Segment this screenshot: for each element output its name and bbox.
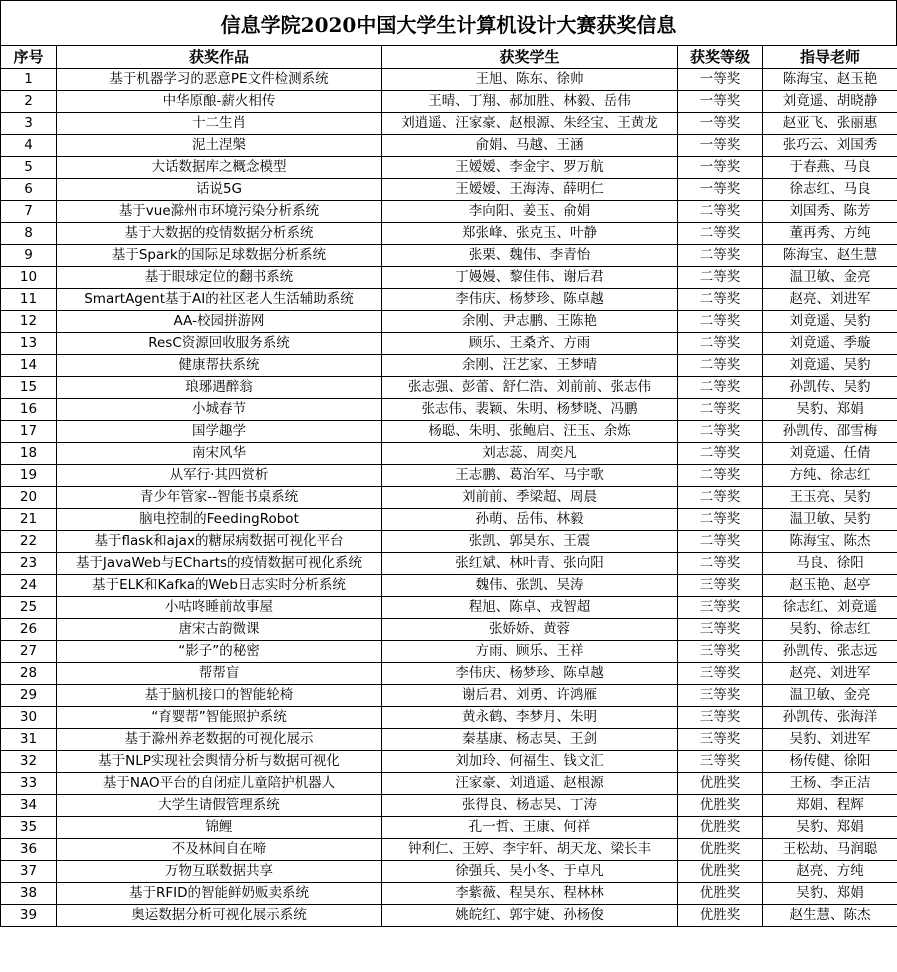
header-level: 获奖等级	[678, 46, 763, 69]
cell-level: 三等奖	[678, 751, 763, 773]
cell-level: 二等奖	[678, 223, 763, 245]
cell-level: 二等奖	[678, 443, 763, 465]
cell-students: 余刚、汪艺家、王梦晴	[382, 355, 678, 377]
cell-teachers: 陈海宝、陈杰	[763, 531, 897, 553]
cell-number: 13	[1, 333, 57, 355]
cell-teachers: 温卫敏、吴豹	[763, 509, 897, 531]
table-row	[1, 399, 897, 421]
cell-level: 三等奖	[678, 597, 763, 619]
cell-level: 二等奖	[678, 289, 763, 311]
cell-teachers: 孙凯传、张海洋	[763, 707, 897, 729]
cell-work: 基于ELK和Kafka的Web日志实时分析系统	[57, 575, 382, 597]
cell-number: 15	[1, 377, 57, 399]
cell-students: 郑张峰、张克玉、叶静	[382, 223, 678, 245]
table-row	[1, 817, 897, 839]
table-row	[1, 443, 897, 465]
table-row	[1, 861, 897, 883]
header-work: 获奖作品	[57, 46, 382, 69]
table-row	[1, 487, 897, 509]
cell-work: 基于NAO平台的自闭症儿童陪护机器人	[57, 773, 382, 795]
table-row	[1, 729, 897, 751]
header-teachers: 指导老师	[763, 46, 897, 69]
cell-students: 王嫒嫒、李金宇、罗万航	[382, 157, 678, 179]
cell-number: 11	[1, 289, 57, 311]
table-row	[1, 597, 897, 619]
table-row	[1, 795, 897, 817]
cell-students: 张栗、魏伟、李青怡	[382, 245, 678, 267]
cell-students: 杨聪、朱明、张鲍启、汪玉、余炼	[382, 421, 678, 443]
cell-work: 脑电控制的FeedingRobot	[57, 509, 382, 531]
cell-students: 魏伟、张凯、吴涛	[382, 575, 678, 597]
cell-work: 锦鲤	[57, 817, 382, 839]
cell-level: 优胜奖	[678, 883, 763, 905]
cell-work: “影子”的秘密	[57, 641, 382, 663]
cell-teachers: 刘国秀、陈芳	[763, 201, 897, 223]
table-row	[1, 773, 897, 795]
cell-students: 余刚、尹志鹏、王陈艳	[382, 311, 678, 333]
cell-students: 徐强兵、吴小冬、于卓凡	[382, 861, 678, 883]
cell-teachers: 刘竟遥、胡晓静	[763, 91, 897, 113]
cell-teachers: 于春燕、马良	[763, 157, 897, 179]
cell-students: 张娇娇、黄蓉	[382, 619, 678, 641]
cell-work: 小城春节	[57, 399, 382, 421]
cell-work: 小咕咚睡前故事屋	[57, 597, 382, 619]
cell-work: 话说5G	[57, 179, 382, 201]
cell-level: 一等奖	[678, 135, 763, 157]
cell-teachers: 徐志红、刘竟遥	[763, 597, 897, 619]
cell-teachers: 温卫敏、金亮	[763, 685, 897, 707]
cell-number: 28	[1, 663, 57, 685]
cell-work: 基于vue滁州市环境污染分析系统	[57, 201, 382, 223]
cell-teachers: 郑娟、程辉	[763, 795, 897, 817]
cell-students: 方雨、顾乐、王祥	[382, 641, 678, 663]
cell-students: 王晴、丁翔、郝加胜、林毅、岳伟	[382, 91, 678, 113]
cell-level: 一等奖	[678, 69, 763, 91]
cell-level: 二等奖	[678, 201, 763, 223]
cell-work: 大学生请假管理系统	[57, 795, 382, 817]
table-row	[1, 839, 897, 861]
cell-work: 基于脑机接口的智能轮椅	[57, 685, 382, 707]
cell-work: 奥运数据分析可视化展示系统	[57, 905, 382, 927]
cell-work: 基于NLP实现社会舆情分析与数据可视化	[57, 751, 382, 773]
cell-work: 基于flask和ajax的糖尿病数据可视化平台	[57, 531, 382, 553]
cell-teachers: 王松劫、马润聪	[763, 839, 897, 861]
cell-students: 张红斌、林叶青、张向阳	[382, 553, 678, 575]
cell-number: 22	[1, 531, 57, 553]
header-number: 序号	[1, 46, 57, 69]
table-row	[1, 201, 897, 223]
cell-work: 十二生肖	[57, 113, 382, 135]
cell-students: 姚皖红、郭宇婕、孙杨俊	[382, 905, 678, 927]
table-row	[1, 663, 897, 685]
cell-teachers: 吴豹、郑娟	[763, 817, 897, 839]
cell-work: 青少年管家--智能书桌系统	[57, 487, 382, 509]
cell-number: 32	[1, 751, 57, 773]
cell-number: 39	[1, 905, 57, 927]
cell-teachers: 马良、徐阳	[763, 553, 897, 575]
cell-students: 张志强、彭蕾、舒仁浩、刘前前、张志伟	[382, 377, 678, 399]
cell-number: 9	[1, 245, 57, 267]
cell-number: 35	[1, 817, 57, 839]
table-row	[1, 267, 897, 289]
cell-work: 不及林间自在啼	[57, 839, 382, 861]
cell-students: 秦基康、杨志昊、王剑	[382, 729, 678, 751]
table-row	[1, 223, 897, 245]
cell-number: 5	[1, 157, 57, 179]
cell-teachers: 赵生慧、陈杰	[763, 905, 897, 927]
cell-number: 16	[1, 399, 57, 421]
cell-level: 优胜奖	[678, 795, 763, 817]
cell-number: 20	[1, 487, 57, 509]
cell-students: 刘加玲、何福生、钱文汇	[382, 751, 678, 773]
cell-teachers: 张巧云、刘国秀	[763, 135, 897, 157]
cell-number: 25	[1, 597, 57, 619]
cell-students: 汪家豪、刘逍遥、赵根源	[382, 773, 678, 795]
cell-students: 王志鹏、葛治军、马宇歌	[382, 465, 678, 487]
cell-teachers: 董再秀、方纯	[763, 223, 897, 245]
cell-students: 张凯、郭昊东、王震	[382, 531, 678, 553]
cell-number: 33	[1, 773, 57, 795]
cell-work: 基于Spark的国际足球数据分析系统	[57, 245, 382, 267]
cell-number: 18	[1, 443, 57, 465]
table-row	[1, 553, 897, 575]
cell-work: 基于JavaWeb与ECharts的疫情数据可视化系统	[57, 553, 382, 575]
cell-level: 优胜奖	[678, 905, 763, 927]
cell-students: 刘前前、季梁超、周晨	[382, 487, 678, 509]
cell-teachers: 陈海宝、赵玉艳	[763, 69, 897, 91]
cell-teachers: 吴豹、郑娟	[763, 399, 897, 421]
cell-teachers: 刘竟遥、吴豹	[763, 355, 897, 377]
cell-students: 张得良、杨志昊、丁涛	[382, 795, 678, 817]
table-row	[1, 355, 897, 377]
cell-teachers: 赵玉艳、赵亭	[763, 575, 897, 597]
table-row	[1, 289, 897, 311]
cell-level: 二等奖	[678, 399, 763, 421]
cell-level: 三等奖	[678, 641, 763, 663]
cell-level: 二等奖	[678, 553, 763, 575]
header-row	[1, 46, 897, 69]
cell-teachers: 杨传健、徐阳	[763, 751, 897, 773]
cell-number: 21	[1, 509, 57, 531]
cell-students: 李向阳、姜玉、俞娟	[382, 201, 678, 223]
cell-work: 琅琊遇醉翁	[57, 377, 382, 399]
cell-level: 二等奖	[678, 355, 763, 377]
table-row	[1, 509, 897, 531]
cell-level: 二等奖	[678, 377, 763, 399]
cell-number: 38	[1, 883, 57, 905]
cell-work: 泥土涅槃	[57, 135, 382, 157]
cell-teachers: 孙凯传、张志远	[763, 641, 897, 663]
cell-students: 俞娟、马越、王涵	[382, 135, 678, 157]
cell-teachers: 赵亮、刘进军	[763, 663, 897, 685]
table-row	[1, 883, 897, 905]
cell-level: 一等奖	[678, 157, 763, 179]
cell-work: 基于滁州养老数据的可视化展示	[57, 729, 382, 751]
cell-teachers: 吴豹、刘进军	[763, 729, 897, 751]
cell-teachers: 赵亚飞、张丽惠	[763, 113, 897, 135]
cell-work: 基于RFID的智能鲜奶贩卖系统	[57, 883, 382, 905]
cell-number: 14	[1, 355, 57, 377]
cell-work: 国学趣学	[57, 421, 382, 443]
cell-students: 李伟庆、杨梦珍、陈卓越	[382, 663, 678, 685]
table-row	[1, 377, 897, 399]
cell-work: AA-校园拼游网	[57, 311, 382, 333]
cell-teachers: 吴豹、徐志红	[763, 619, 897, 641]
cell-level: 二等奖	[678, 245, 763, 267]
cell-level: 优胜奖	[678, 839, 763, 861]
cell-work: 健康帮扶系统	[57, 355, 382, 377]
cell-teachers: 刘竟遥、吴豹	[763, 311, 897, 333]
table-row	[1, 245, 897, 267]
cell-students: 谢后君、刘勇、许鸿雁	[382, 685, 678, 707]
table-row	[1, 619, 897, 641]
cell-number: 12	[1, 311, 57, 333]
cell-students: 孔一哲、王康、何祥	[382, 817, 678, 839]
cell-work: 万物互联数据共享	[57, 861, 382, 883]
cell-students: 李紫薇、程昊东、程林林	[382, 883, 678, 905]
cell-number: 3	[1, 113, 57, 135]
cell-teachers: 王玉亮、吴豹	[763, 487, 897, 509]
cell-students: 黄永鹤、李梦月、朱明	[382, 707, 678, 729]
cell-work: 基于眼球定位的翻书系统	[57, 267, 382, 289]
cell-level: 三等奖	[678, 685, 763, 707]
cell-teachers: 吴豹、郑娟	[763, 883, 897, 905]
table-row	[1, 333, 897, 355]
cell-level: 三等奖	[678, 575, 763, 597]
cell-number: 29	[1, 685, 57, 707]
table-row	[1, 91, 897, 113]
cell-teachers: 赵亮、方纯	[763, 861, 897, 883]
cell-number: 31	[1, 729, 57, 751]
table-row	[1, 905, 897, 927]
cell-teachers: 刘竟遥、季璇	[763, 333, 897, 355]
table-row	[1, 113, 897, 135]
cell-level: 三等奖	[678, 619, 763, 641]
cell-level: 一等奖	[678, 91, 763, 113]
sheet-title: 信息学院2020中国大学生计算机设计大赛获奖信息	[0, 0, 897, 46]
cell-level: 二等奖	[678, 421, 763, 443]
table-row	[1, 421, 897, 443]
table-row	[1, 179, 897, 201]
table-row	[1, 641, 897, 663]
cell-number: 37	[1, 861, 57, 883]
cell-level: 一等奖	[678, 113, 763, 135]
cell-number: 2	[1, 91, 57, 113]
table-row	[1, 311, 897, 333]
cell-number: 6	[1, 179, 57, 201]
cell-work: 大话数据库之概念模型	[57, 157, 382, 179]
cell-work: 基于机器学习的恶意PE文件检测系统	[57, 69, 382, 91]
cell-level: 二等奖	[678, 487, 763, 509]
cell-level: 二等奖	[678, 531, 763, 553]
cell-students: 李伟庆、杨梦珍、陈卓越	[382, 289, 678, 311]
cell-number: 36	[1, 839, 57, 861]
cell-teachers: 孙凯传、邵雪梅	[763, 421, 897, 443]
cell-work: 中华原酿-薪火相传	[57, 91, 382, 113]
cell-level: 优胜奖	[678, 861, 763, 883]
cell-students: 王旭、陈东、徐帅	[382, 69, 678, 91]
cell-level: 二等奖	[678, 465, 763, 487]
table-row	[1, 69, 897, 91]
cell-students: 刘志蕊、周奕凡	[382, 443, 678, 465]
cell-level: 二等奖	[678, 267, 763, 289]
cell-work: SmartAgent基于AI的社区老人生活辅助系统	[57, 289, 382, 311]
cell-teachers: 孙凯传、吴豹	[763, 377, 897, 399]
cell-students: 顾乐、王桑齐、方雨	[382, 333, 678, 355]
cell-level: 优胜奖	[678, 773, 763, 795]
cell-level: 二等奖	[678, 311, 763, 333]
cell-level: 二等奖	[678, 333, 763, 355]
cell-number: 1	[1, 69, 57, 91]
cell-students: 张志伟、裴颖、朱明、杨梦晓、冯鹏	[382, 399, 678, 421]
cell-work: ResC资源回收服务系统	[57, 333, 382, 355]
table-row	[1, 575, 897, 597]
cell-students: 孙萌、岳伟、林毅	[382, 509, 678, 531]
cell-teachers: 赵亮、刘进军	[763, 289, 897, 311]
cell-teachers: 陈海宝、赵生慧	[763, 245, 897, 267]
cell-number: 10	[1, 267, 57, 289]
table-row	[1, 135, 897, 157]
cell-number: 23	[1, 553, 57, 575]
cell-work: “育婴帮”智能照护系统	[57, 707, 382, 729]
cell-work: 南宋风华	[57, 443, 382, 465]
cell-level: 三等奖	[678, 707, 763, 729]
table-row	[1, 531, 897, 553]
cell-students: 程旭、陈卓、戎智超	[382, 597, 678, 619]
header-students: 获奖学生	[382, 46, 678, 69]
cell-teachers: 徐志红、马良	[763, 179, 897, 201]
cell-level: 一等奖	[678, 179, 763, 201]
cell-students: 刘逍遥、汪家豪、赵根源、朱经宝、王黄龙	[382, 113, 678, 135]
cell-number: 8	[1, 223, 57, 245]
table-row	[1, 707, 897, 729]
cell-work: 唐宋古韵微课	[57, 619, 382, 641]
cell-work: 帮帮盲	[57, 663, 382, 685]
cell-number: 19	[1, 465, 57, 487]
cell-work: 从军行·其四赏析	[57, 465, 382, 487]
cell-teachers: 刘竟遥、任倩	[763, 443, 897, 465]
table-row	[1, 751, 897, 773]
cell-number: 30	[1, 707, 57, 729]
cell-teachers: 温卫敏、金亮	[763, 267, 897, 289]
cell-students: 王嫒嫒、王海涛、薛明仁	[382, 179, 678, 201]
table-row	[1, 157, 897, 179]
cell-level: 二等奖	[678, 509, 763, 531]
cell-work: 基于大数据的疫情数据分析系统	[57, 223, 382, 245]
cell-level: 三等奖	[678, 663, 763, 685]
awards-table	[0, 45, 897, 927]
cell-number: 4	[1, 135, 57, 157]
table-row	[1, 465, 897, 487]
cell-teachers: 王杨、李正洁	[763, 773, 897, 795]
cell-number: 27	[1, 641, 57, 663]
cell-number: 17	[1, 421, 57, 443]
awards-table-body	[1, 69, 897, 927]
cell-number: 7	[1, 201, 57, 223]
cell-students: 丁嫚嫚、黎佳伟、谢后君	[382, 267, 678, 289]
cell-number: 26	[1, 619, 57, 641]
cell-level: 三等奖	[678, 729, 763, 751]
cell-teachers: 方纯、徐志红	[763, 465, 897, 487]
cell-level: 优胜奖	[678, 817, 763, 839]
cell-students: 钟利仁、王婷、李宇轩、胡天龙、梁长丰	[382, 839, 678, 861]
cell-number: 34	[1, 795, 57, 817]
cell-number: 24	[1, 575, 57, 597]
table-row	[1, 685, 897, 707]
